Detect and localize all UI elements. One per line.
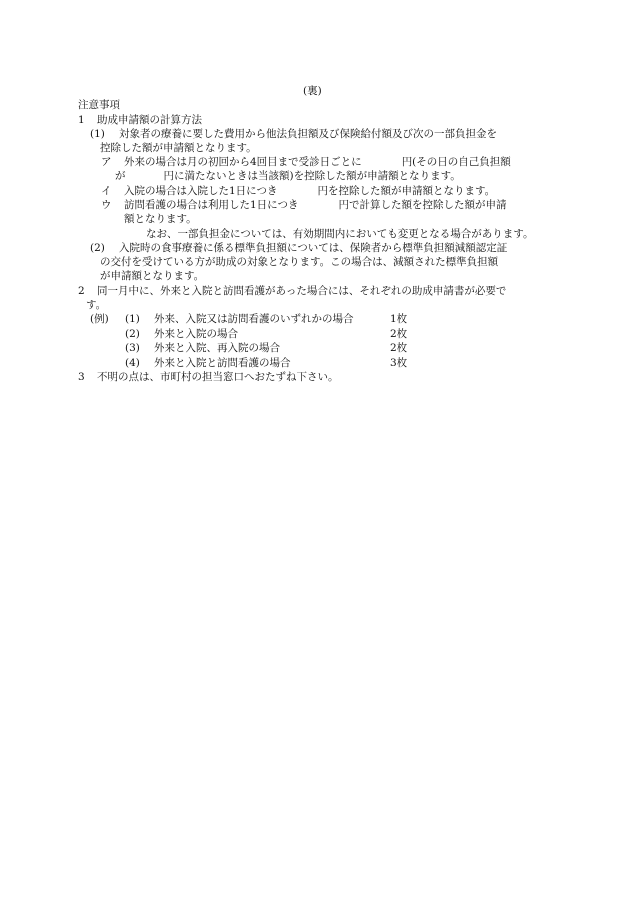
item-u-label: ウ bbox=[101, 199, 112, 211]
item-u-line2: 額となります。 bbox=[124, 213, 197, 225]
example-label: (例) bbox=[90, 313, 109, 325]
example-text: 外来と入院の場合 bbox=[154, 328, 238, 340]
item2-line2: の交付を受けている方が助成の対象となります。この場合は、減額された標準負担額 bbox=[100, 256, 499, 268]
item-i-label: イ bbox=[101, 185, 112, 197]
example-count: 2枚 bbox=[390, 328, 408, 340]
item-u-text2: 円で計算した額を控除した額が申請 bbox=[338, 199, 507, 211]
section1-number: 1 bbox=[78, 114, 85, 126]
item-a-line2 bbox=[115, 170, 461, 182]
example-text: 外来と入院、再入院の場合 bbox=[154, 342, 280, 354]
page-label: (裏) bbox=[303, 85, 322, 97]
section1-title: 助成申請額の計算方法 bbox=[97, 114, 202, 126]
item-i-text2: 円を控除した額が申請額となります。 bbox=[317, 185, 496, 197]
item-a-text2: 円(その日の自己負担額 bbox=[401, 156, 511, 168]
example-number: (1) bbox=[125, 313, 140, 325]
item1-note: なお、一部負担金については、有効期間内においても変更となる場合があります。 bbox=[146, 228, 534, 240]
section2-line2: す。 bbox=[86, 299, 107, 311]
item-i-text1: 入院の場合は入院した1日につき bbox=[124, 185, 278, 197]
section3-text: 不明の点は、市町村の担当窓口へおたずね下さい。 bbox=[97, 371, 339, 383]
item2-number: (2) bbox=[90, 242, 105, 254]
example-count: 1枚 bbox=[390, 313, 408, 325]
item-a-line1 bbox=[124, 156, 511, 168]
item-i-line bbox=[124, 185, 495, 197]
item2-line1: 入院時の食事療養に係る標準負担額については、保険者から標準負担額減額認定証 bbox=[119, 242, 508, 254]
section2-number: 2 bbox=[78, 285, 85, 297]
item-a-text1: 外来の場合は月の初回から4回目まで受診日ごとに bbox=[124, 156, 362, 168]
item1-line1: 対象者の療養に要した費用から他法負担額及び保険給付額及び次の一部負担金を bbox=[119, 128, 497, 140]
item-a-text4: 円に満たないときは当該額)を控除した額が申請額となります。 bbox=[163, 170, 461, 182]
item-a-text3: が bbox=[115, 170, 126, 182]
item1-number: (1) bbox=[90, 128, 105, 140]
section3-number: 3 bbox=[78, 371, 85, 383]
example-text: 外来と入院と訪問看護の場合 bbox=[154, 357, 291, 369]
example-count: 2枚 bbox=[390, 342, 408, 354]
notes-heading: 注意事項 bbox=[78, 99, 120, 111]
item-u-line1 bbox=[124, 199, 506, 211]
section2-line1: 同一月中に、外来と入院と訪問看護があった場合には、それぞれの助成申請書が必要で bbox=[97, 285, 507, 297]
example-count: 3枚 bbox=[390, 357, 408, 369]
example-number: (2) bbox=[125, 328, 140, 340]
item-a-label: ア bbox=[101, 156, 112, 168]
example-text: 外来、入院又は訪問看護のいずれかの場合 bbox=[154, 313, 354, 325]
example-number: (3) bbox=[125, 342, 140, 354]
example-number: (4) bbox=[125, 357, 140, 369]
item2-line3: が申請額となります。 bbox=[100, 270, 205, 282]
item-u-text1: 訪問看護の場合は利用した1日につき bbox=[124, 199, 299, 211]
item1-line2: 控除した額が申請額となります。 bbox=[100, 142, 257, 154]
